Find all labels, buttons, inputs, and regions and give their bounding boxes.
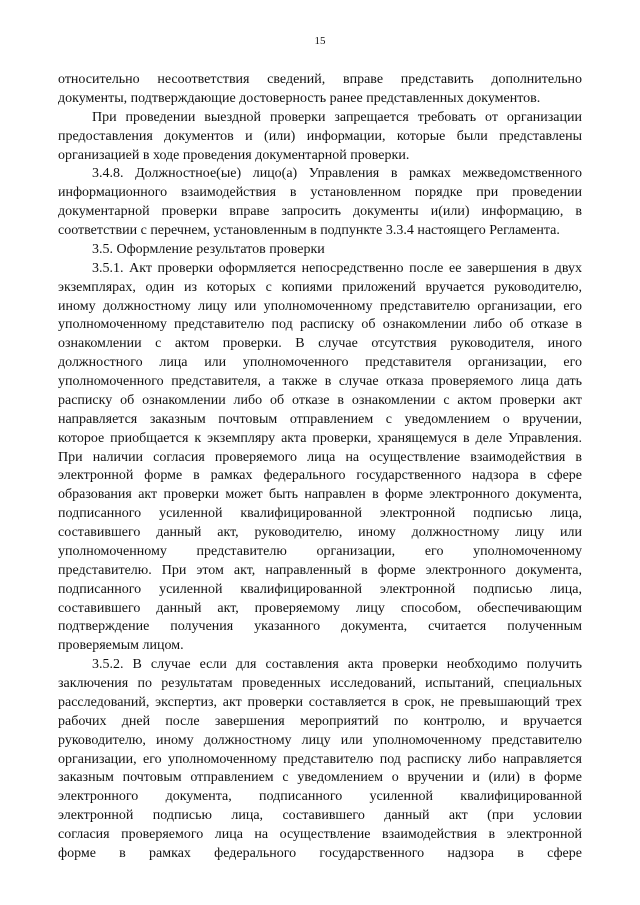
text-line: иному должностному лицу или уполномоченному представителю организации, его xyxy=(58,298,582,314)
text-line: организацией в ходе проведения документарной проверки. xyxy=(58,147,410,163)
text-line: подписанного усиленной квалифицированной электронной подписью лица, xyxy=(58,506,582,522)
text-line: электронной форме в рамках федерального государственного надзора в сфере xyxy=(58,468,582,484)
text-line: документы, подтверждающие достоверность ранее представленных документов. xyxy=(58,90,541,106)
text-line: 3.5. Оформление результатов проверки xyxy=(92,241,325,257)
text-line: форме в рамках федерального государственного надзора в сфере xyxy=(58,845,582,861)
text-line: уполномоченному представителю организации, его уполномоченному xyxy=(58,543,582,559)
text-line: подтверждение получения указанного документа, считается полученным xyxy=(58,619,582,635)
text-line: предоставления документов и (или) информации, которые были представлены xyxy=(58,128,582,144)
text-line: ознакомлении с актом проверки. В случае отсутствия руководителя, иного xyxy=(58,336,582,352)
text-line: составившего данный акт, проверяемому лицу способом, обеспечивающим xyxy=(58,600,582,616)
text-line: руководителю, иному должностному лицу или уполномоченному представителю xyxy=(58,732,582,748)
text-line: представителю. При этом акт, направленный в форме электронного документа, xyxy=(58,562,582,578)
text-line: рабочих дней после завершения мероприятий по контролю, и вручается xyxy=(58,713,582,729)
text-line: которое приобщается к экземпляру акта проверки, хранящемуся в деле Управления. xyxy=(58,430,582,446)
page-number: 15 xyxy=(314,35,326,47)
text-line: электронной подписью лица, составившего данный акт (при условии xyxy=(58,808,582,824)
text-line: организации, его уполномоченному представителю под расписку либо направляется xyxy=(58,751,582,767)
text-line: согласия проверяемого лица на осуществление взаимодействия в электронной xyxy=(58,827,582,842)
text-line: составившего данный акт, руководителю, иному должностному лицу или xyxy=(58,525,582,540)
text-line: При проведении выездной проверки запрещается требовать от организации xyxy=(92,109,582,125)
text-line: направляется заказным почтовым отправлением с уведомлением о вручении, xyxy=(58,411,582,427)
text-line: уполномоченному представителю под расписку об ознакомлении либо об отказе в xyxy=(58,317,582,333)
text-line: расписку об ознакомлении либо об отказе в ознакомлении с актом проверки акт xyxy=(58,392,582,408)
text-line: соответствии с перечнем, установленным в подпункте 3.3.4 настоящего Регламента. xyxy=(58,223,560,238)
text-line: подписанного усиленной квалифицированной электронной подписью лица, xyxy=(58,581,582,597)
text-line: расследований, экспертиз, акт проверки составляется в срок, не превышающий трех xyxy=(58,694,582,710)
text-line: уполномоченного представителя, а также в случае отказа проверяемого лица дать xyxy=(58,374,582,389)
text-line: 3.4.8. Должностное(ые) лицо(а) Управления в рамках межведомственного xyxy=(92,166,582,182)
document-body xyxy=(58,71,582,864)
text-line: заказным почтовым отправлением с уведомлением о вручении и (или) в форме xyxy=(58,770,582,786)
text-line: относительно несоответствия сведений, вправе представить дополнительно xyxy=(58,72,582,87)
text-line: экземплярах, один из которых с копиями приложений вручается руководителю, xyxy=(58,279,582,295)
text-line: должностного лица или уполномоченного представителя организации, его xyxy=(58,355,582,371)
text-line: При наличии согласия проверяемого лица на осуществление взаимодействия в xyxy=(58,449,582,465)
text-line: образования акт проверки может быть направлен в форме электронного документа, xyxy=(58,487,582,503)
text-line: электронного документа, подписанного усиленной квалифицированной xyxy=(58,789,582,805)
text-line: проверяемым лицом. xyxy=(58,638,184,654)
text-line: 3.5.1. Акт проверки оформляется непосредственно после ее завершения в двух xyxy=(92,260,582,276)
text-line: заключения по результатам проведенных исследований, испытаний, специальных xyxy=(58,676,582,691)
text-line: 3.5.2. В случае если для составления акта проверки необходимо получить xyxy=(92,657,582,673)
text-line: документарной проверки вправе запросить документы и(или) информацию, в xyxy=(58,204,582,220)
text-line: информационного взаимодействия в установленном порядке при проведении xyxy=(58,185,582,201)
